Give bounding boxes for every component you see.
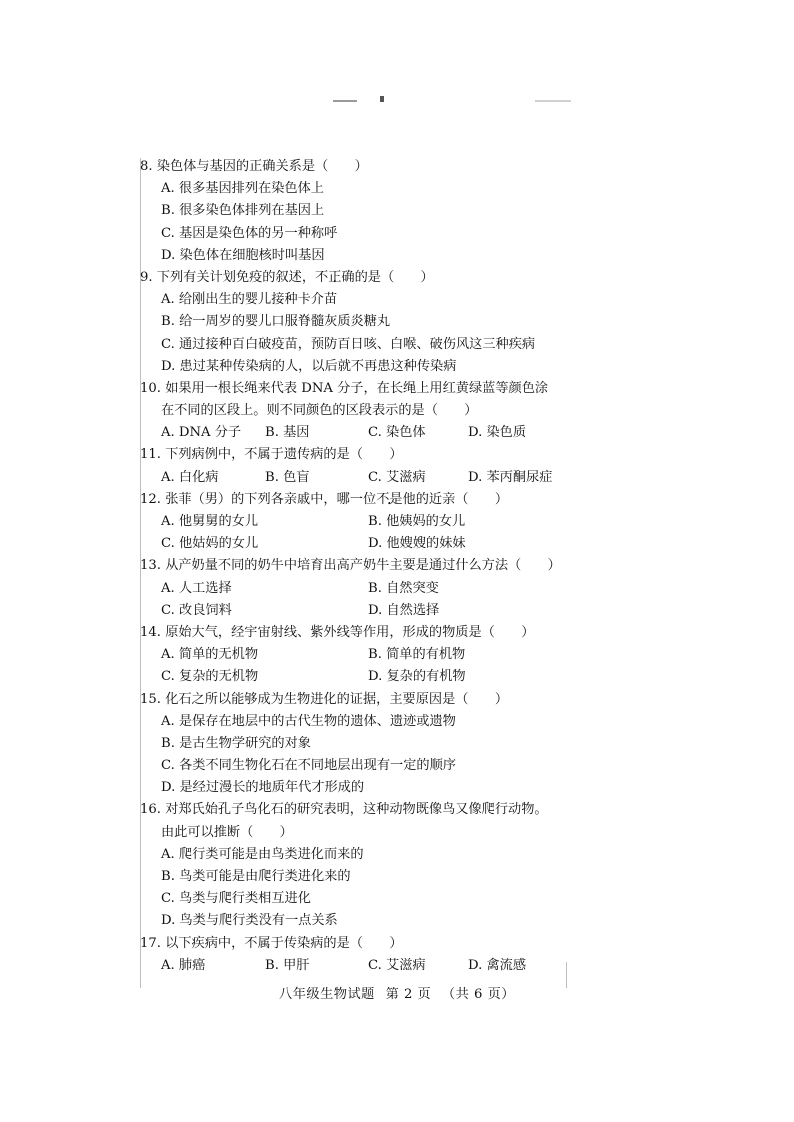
- option-d: D. 苯丙酮尿症: [468, 469, 553, 485]
- scan-mark: [535, 100, 571, 102]
- option-a: A. 人工选择: [161, 580, 232, 596]
- scan-mark: [333, 100, 357, 102]
- option-d: D. 是经过漫长的地质年代才形成的: [161, 780, 365, 796]
- option-a: A. 他舅舅的女儿: [161, 514, 259, 529]
- question-stem: 张菲（男）的下列各亲戚中，哪一位: [165, 491, 377, 507]
- option-a: A. DNA 分子: [161, 425, 242, 441]
- question-number: 8.: [140, 159, 153, 174]
- question-stem: 从产奶量不同的奶牛中培育出高产奶牛主要是通过什么方法（ ）: [165, 558, 561, 574]
- option-b: B. 鸟类可能是由爬行类进化来的: [161, 869, 351, 884]
- question-stem: 染色体与基因的正确关系是（ ）: [156, 159, 368, 174]
- option-c: C. 各类不同生物化石在不同地层出现有一定的顺序: [161, 758, 456, 774]
- option-a: A. 给刚出生的婴儿接种卡介苗: [161, 292, 338, 308]
- options-row: [140, 422, 590, 444]
- option-b: B. 是古生物学研究的对象: [161, 735, 311, 751]
- option-d: D. 患过某种传染病的人，以后就不再患这种传染病: [161, 358, 457, 374]
- question-stem-tail: 他的近亲（ ）: [402, 491, 509, 507]
- question-stem-cont: 由此可以推断（ ）: [161, 824, 293, 840]
- question-15: [140, 689, 590, 800]
- question-10: [140, 378, 590, 445]
- question-number: 16.: [140, 802, 161, 818]
- question-stem: 原始大气，经宇宙射线、紫外线等作用，形成的物质是（ ）: [165, 624, 535, 640]
- option-b: B. 他姨妈的女儿: [368, 514, 466, 529]
- option-d: D. 染色体在细胞核时叫基因: [161, 247, 325, 263]
- question-14: [140, 622, 590, 689]
- page-footer: [0, 983, 794, 1002]
- question-9: [140, 267, 590, 378]
- question-12: [140, 489, 590, 556]
- scan-mark: [380, 96, 384, 102]
- emphasized-text: 不是: [376, 491, 403, 507]
- option-c: C. 艾滋病: [368, 469, 426, 485]
- question-number: 11.: [140, 447, 161, 463]
- page-total: （共 6 页）: [441, 987, 515, 1002]
- option-a: A. 是保存在地层中的古代生物的遗体、遗迹或遗物: [161, 713, 456, 729]
- option-a: A. 很多基因排列在染色体上: [161, 181, 324, 197]
- option-b: B. 自然突变: [368, 580, 439, 596]
- question-number: 9.: [140, 269, 153, 285]
- options-row: [140, 644, 590, 666]
- question-stem-cont: 在不同的区段上。则不同颜色的区段表示的是（ ）: [161, 403, 478, 419]
- question-16: [140, 799, 590, 932]
- page-number: 第 2 页: [385, 987, 432, 1002]
- option-a: A. 肺癌: [161, 957, 206, 973]
- options-row: [140, 600, 590, 622]
- option-c: C. 艾滋病: [368, 957, 426, 973]
- option-d: D. 染色质: [468, 425, 527, 441]
- option-b: B. 基因: [265, 425, 310, 441]
- question-number: 14.: [140, 624, 161, 640]
- option-c: C. 改良饲料: [161, 602, 232, 618]
- options-row: [140, 955, 590, 977]
- question-number: 13.: [140, 558, 161, 574]
- question-stem: 下列病例中，不属于遗传病的是（ ）: [165, 447, 403, 463]
- options-row: [140, 511, 590, 533]
- option-d: D. 复杂的有机物: [368, 669, 466, 685]
- option-d: D. 他嫂嫂的妹妹: [368, 536, 466, 552]
- question-17: [140, 933, 590, 977]
- question-stem: 如果用一根长绳来代表 DNA 分子，在长绳上用红黄绿蓝等颜色涂: [165, 380, 549, 396]
- question-11: [140, 444, 590, 488]
- option-c: C. 鸟类与爬行类相互进化: [161, 891, 311, 907]
- option-b: B. 色盲: [265, 469, 310, 485]
- emphasized-text: 不正确: [315, 269, 355, 285]
- option-a: A. 白化病: [161, 469, 219, 485]
- option-b: B. 给一周岁的婴儿口服脊髓灰质炎糖丸: [161, 314, 391, 330]
- option-b: B. 甲肝: [265, 957, 310, 973]
- option-a: A. 简单的无机物: [161, 647, 259, 663]
- option-b: B. 简单的有机物: [368, 647, 466, 663]
- question-number: 15.: [140, 691, 161, 707]
- option-a: A. 爬行类可能是由鸟类进化而来的: [161, 846, 364, 862]
- question-8: [140, 156, 590, 267]
- question-stem: 以下疾病中，不属于传染病的是（ ）: [165, 935, 403, 951]
- options-row: [140, 666, 590, 688]
- question-number: 12.: [140, 491, 161, 507]
- question-stem: 下列有关计划免疫的叙述，: [156, 269, 316, 285]
- question-stem: 化石之所以能够成为生物进化的证据，主要原因是（ ）: [165, 691, 509, 707]
- question-stem-tail: 的是（ ）: [354, 269, 434, 285]
- exam-title: 八年级生物试题: [279, 987, 375, 1002]
- option-c: C. 染色体: [368, 425, 426, 441]
- option-c: C. 基因是染色体的另一种称呼: [161, 225, 338, 241]
- option-c: C. 复杂的无机物: [161, 669, 259, 685]
- question-13: [140, 555, 590, 622]
- option-d: D. 自然选择: [368, 602, 440, 618]
- question-number: 17.: [140, 935, 161, 951]
- question-list: [140, 156, 590, 977]
- options-row: [140, 578, 590, 600]
- options-row: [140, 467, 590, 489]
- option-c: C. 他姑妈的女儿: [161, 536, 259, 552]
- option-d: D. 禽流感: [468, 957, 527, 973]
- option-c: C. 通过接种百白破疫苗，预防百日咳、白喉、破伤风这三种疾病: [161, 336, 536, 352]
- option-d: D. 鸟类与爬行类没有一点关系: [161, 913, 338, 929]
- question-stem: 对郑氏始孔子鸟化石的研究表明，这种动物既像鸟又像爬行动物。: [165, 802, 548, 818]
- options-row: [140, 533, 590, 555]
- option-b: B. 很多染色体排列在基因上: [161, 203, 325, 219]
- question-number: 10.: [140, 380, 161, 396]
